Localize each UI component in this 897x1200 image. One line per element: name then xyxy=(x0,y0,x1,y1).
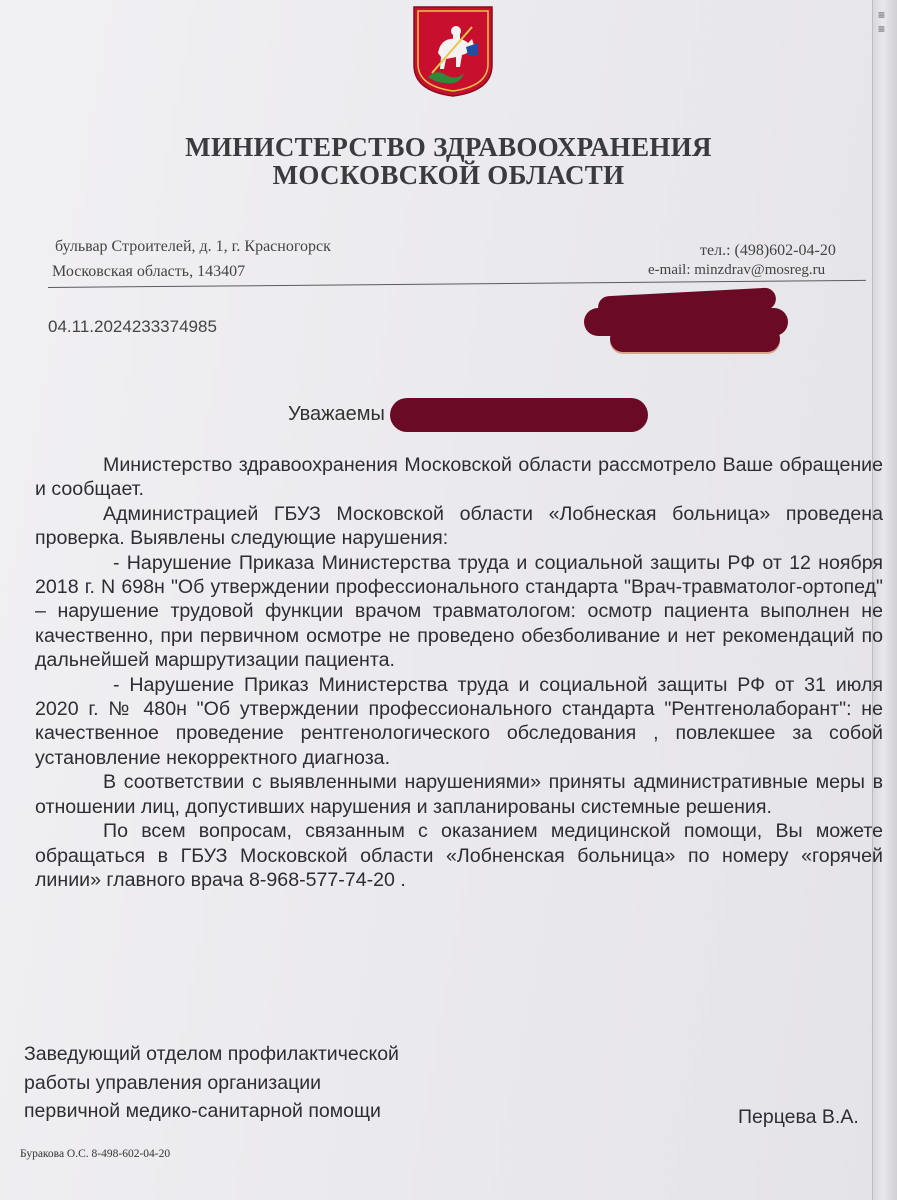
ministry-title-line1: МИНИСТЕРСТВО ЗДРАВООХРАНЕНИЯ xyxy=(185,132,712,162)
paragraph: - Нарушение Приказ Министерства труда и социальной защиты РФ от 31 июля 2020 г. № 480н "Об утверждении профессионального стандарта "Рентгенолаборант": не качественное проведение рентгенологического обследования , повлекшее за собой установление некорректного диагноза. xyxy=(35,673,883,769)
coat-of-arms-icon xyxy=(410,3,496,98)
signatory-name: Перцева В.А. xyxy=(738,1106,859,1128)
redaction xyxy=(390,398,648,432)
paragraph: В соответствии с выявленными нарушениями» приняты административные меры в отношении лиц, допустивших нарушения и запланированы системные решения. xyxy=(35,771,883,818)
address-line2: Московская область, 143407 xyxy=(52,263,246,280)
document-number: 04.11.2024233374985 xyxy=(48,317,217,336)
edge-mark: ≡ xyxy=(878,8,886,22)
email: e-mail: minzdrav@mosreg.ru xyxy=(648,262,826,278)
paragraph: Министерство здравоохранения Московской области рассмотрело Ваше обращение и сообщает. xyxy=(35,454,883,501)
ministry-title-line2: МОСКОВСКОЙ ОБЛАСТИ xyxy=(272,160,625,190)
position-line: Заведующий отделом профилактической xyxy=(24,1043,399,1065)
position-line: первичной медико-санитарной помощи xyxy=(24,1100,381,1122)
redaction xyxy=(610,326,780,352)
address-line1: бульвар Строителей, д. 1, г. Красногорск xyxy=(55,238,331,255)
position-line: работы управления организации xyxy=(24,1071,322,1094)
header-divider xyxy=(48,280,866,288)
letter-body xyxy=(35,453,883,892)
phone: тел.: (498)602-04-20 xyxy=(700,242,836,259)
paragraph: - Нарушение Приказа Министерства труда и социальной защиты РФ от 12 ноября 2018 г. N 698н "Об утверждении профессионального стандарта "Врач-травматолог-ортопед" – нарушение трудовой функции врачом травматологом: осмотр пациента выполнен не качественно, при первичном осмотре не проведено обезболивание и нет рекомендаций по дальнейшей маршрутизации пациента. xyxy=(35,551,883,672)
executor-contact: Буракова О.С. 8-498-602-04-20 xyxy=(20,1148,171,1160)
edge-mark: ≡ xyxy=(878,22,886,36)
greeting: Уважаемы xyxy=(288,403,385,425)
paragraph: По всем вопросам, связанным с оказанием медицинской помощи, Вы можете обращаться в ГБУЗ Московской области «Лобненская больница» по номеру «горячей линии» главного врача 8-968-577-74-20 . xyxy=(35,820,883,891)
paragraph: Администрацией ГБУЗ Московской области «Лобнеская больница» проведена проверка. Выявлены следующие нарушения: xyxy=(35,502,883,550)
signatory-position xyxy=(24,1040,494,1126)
